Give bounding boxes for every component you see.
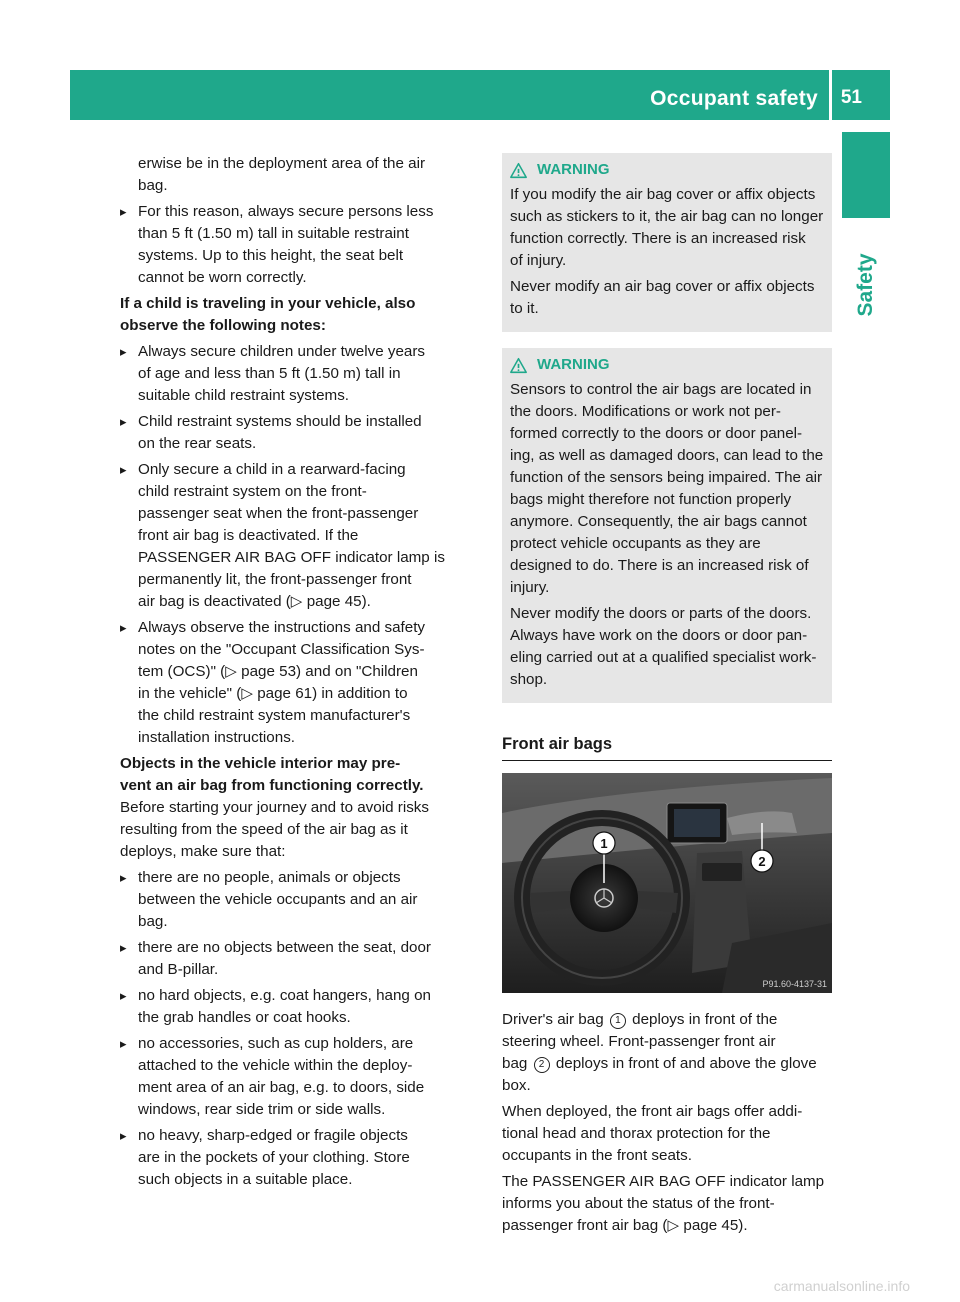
warning-triangle-icon: [510, 162, 527, 179]
list-item: ▸ there are no people, animals or objects between the vehicle occupants and an air bag.: [120, 867, 482, 933]
section-title: Front air bags: [502, 733, 832, 761]
deployment-paragraph: When deployed, the front air bags offer addi- tional head and thorax protection for the occupants in the front seats.: [502, 1103, 803, 1164]
callout-2-icon: 2: [534, 1057, 550, 1073]
footer-watermark: carmanualsonline.info: [773, 1278, 910, 1294]
driver-airbag-paragraph: Driver's air bag 1 deploys in front of the steering wheel. Front-passenger front air bag 2 deploys in front of and above the glove box.: [502, 1011, 817, 1094]
side-tab-marker: [842, 132, 890, 218]
callout-2-label: 2: [758, 854, 766, 869]
warning-text: Sensors to control the air bags are located in the doors. Modifications or work not per- formed correctly to the doors or door panel- ing, as well as damaged doors, can lead to the function of the sensors being impaired. The air bags might therefore not function properly anymore. Consequently, the air bags cannot protect vehicle occupants as they are designed to do. There is an increased risk of injury.: [510, 381, 824, 596]
page-number: 51: [840, 87, 862, 108]
side-tab-label: Safety: [854, 253, 877, 317]
list-item: ▸ no accessories, such as cup holders, are attached to the vehicle within the deploy- ment area of an air bag, e.g. to doors, side windows, rear side trim or side walls.: [120, 1033, 482, 1121]
objects-heading: Objects in the vehicle interior may pre- vent an air bag from functioning correctly.: [120, 755, 424, 794]
left-column: [120, 153, 482, 1195]
image-code: P91.60-4137-31: [762, 979, 827, 989]
list-item: ▸ no hard objects, e.g. coat hangers, hang on the grab handles or coat hooks.: [120, 985, 482, 1029]
list-item: ▸ no heavy, sharp-edged or fragile objects are in the pockets of your clothing. Store such objects in a suitable place.: [120, 1125, 482, 1191]
dashboard-photo: [502, 773, 832, 993]
warning-title: WARNING: [537, 356, 610, 373]
list-item: ▸ For this reason, always secure persons less than 5 ft (1.50 m) tall in suitable restraint systems. Up to this height, the seat belt cannot be worn correctly.: [120, 201, 482, 289]
objects-paragraph: Before starting your journey and to avoid risks resulting from the speed of the air bag as it deploys, make sure that:: [120, 799, 429, 860]
continuation-text: erwise be in the deployment area of the air bag.: [138, 155, 426, 194]
callout-1-label: 1: [600, 836, 608, 851]
list-item: ▸ Always observe the instructions and safety notes on the "Occupant Classification Sys- tem (OCS)" (▷ page 53) and on "Children in the vehicle" (▷ page 61) in addition to the child restraint system manufacturer's installation instructions.: [120, 617, 482, 749]
warning-text: If you modify the air bag cover or affix objects such as stickers to it, the air bag can no longer function correctly. There is an increased risk of injury.: [510, 186, 824, 269]
right-column: [502, 153, 832, 1241]
warning-box-door-sensors: [502, 348, 832, 703]
header-title: Occupant safety: [650, 87, 818, 110]
list-item: ▸ there are no objects between the seat, door and B-pillar.: [120, 937, 482, 981]
list-item: ▸ Child restraint systems should be installed on the rear seats.: [120, 411, 482, 455]
list-item: ▸ Only secure a child in a rearward-facing child restraint system on the front- passenger seat when the front-passenger front air bag is deactivated. If the PASSENGER AIR BAG OFF indicator lamp is permanently lit, the front-passenger front air bag is deactivated (▷ page 45).: [120, 459, 482, 613]
child-heading: If a child is traveling in your vehicle, also observe the following notes:: [120, 295, 416, 334]
warning-triangle-icon: [510, 357, 527, 374]
warning-title: WARNING: [537, 161, 610, 178]
warning-text: Never modify an air bag cover or affix objects to it.: [510, 278, 815, 317]
indicator-paragraph: The PASSENGER AIR BAG OFF indicator lamp informs you about the status of the front- passenger front air bag (▷ page 45).: [502, 1173, 825, 1234]
list-item: ▸ Always secure children under twelve years of age and less than 5 ft (1.50 m) tall in suitable child restraint systems.: [120, 341, 482, 407]
warning-box-airbag-cover: [502, 153, 832, 332]
header-divider: [829, 70, 832, 120]
callout-1-icon: 1: [610, 1013, 626, 1029]
page-header: [70, 70, 890, 120]
warning-text: Never modify the doors or parts of the doors. Always have work on the doors or door pan- eling carried out at a qualified specialist work- shop.: [510, 605, 817, 688]
